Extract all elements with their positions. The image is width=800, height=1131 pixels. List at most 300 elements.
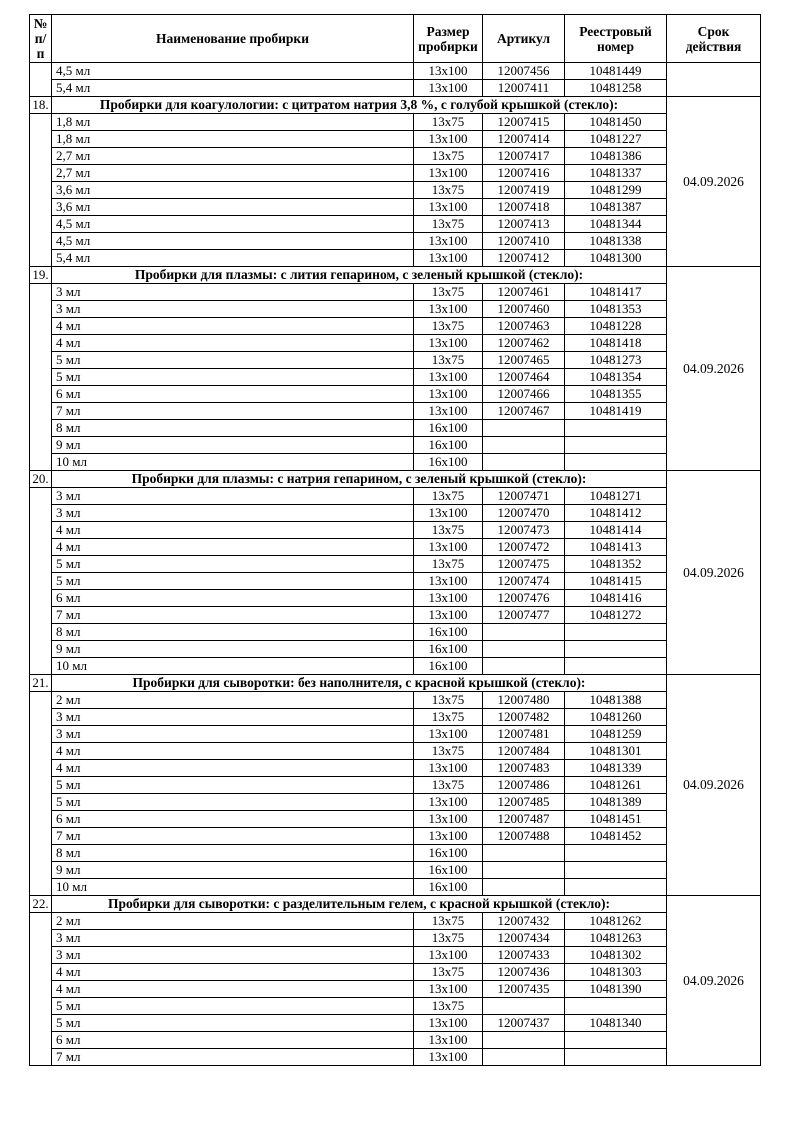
registry-number-cell — [565, 1032, 667, 1049]
table-row — [30, 216, 761, 233]
registry-number-cell — [565, 658, 667, 675]
registry-number-cell: 10481388 — [565, 692, 667, 709]
registry-number-cell: 10481227 — [565, 131, 667, 148]
article-cell: 12007436 — [483, 964, 565, 981]
registry-number-cell — [565, 862, 667, 879]
table-row — [30, 284, 761, 301]
table-row — [30, 590, 761, 607]
table-row — [30, 403, 761, 420]
table-row — [30, 726, 761, 743]
tube-size-cell: 13x100 — [414, 1015, 483, 1032]
table-row — [30, 913, 761, 930]
tube-size-cell: 13x75 — [414, 488, 483, 505]
tube-size-cell: 13x100 — [414, 794, 483, 811]
article-cell: 12007416 — [483, 165, 565, 182]
tube-size-cell: 16x100 — [414, 879, 483, 896]
tube-name-cell: 4 мл — [52, 760, 414, 777]
article-cell: 12007485 — [483, 794, 565, 811]
tube-registry-table — [29, 14, 761, 1066]
tube-name-cell: 3 мл — [52, 488, 414, 505]
tube-size-cell: 13x100 — [414, 828, 483, 845]
col-header-registry-number: Реестровый номер — [565, 15, 667, 63]
table-row — [30, 1015, 761, 1032]
tube-size-cell: 13x75 — [414, 148, 483, 165]
tube-size-cell: 13x75 — [414, 216, 483, 233]
registry-number-cell: 10481261 — [565, 777, 667, 794]
col-header-tube-name: Наименование пробирки — [52, 15, 414, 63]
registry-number-cell: 10481419 — [565, 403, 667, 420]
table-row — [30, 165, 761, 182]
tube-name-cell: 7 мл — [52, 607, 414, 624]
table-row — [30, 352, 761, 369]
article-cell — [483, 998, 565, 1015]
table-row — [30, 624, 761, 641]
tube-size-cell: 13x100 — [414, 250, 483, 267]
registry-number-cell: 10481338 — [565, 233, 667, 250]
article-cell: 12007482 — [483, 709, 565, 726]
registry-number-cell: 10481303 — [565, 964, 667, 981]
tube-name-cell: 7 мл — [52, 1049, 414, 1066]
article-cell: 12007481 — [483, 726, 565, 743]
article-cell: 12007475 — [483, 556, 565, 573]
section-title-cell: Пробирки для плазмы: с лития гепарином, с зеленый крышкой (стекло): — [52, 267, 667, 284]
table-row — [30, 743, 761, 760]
tube-name-cell: 6 мл — [52, 811, 414, 828]
tube-name-cell: 2,7 мл — [52, 165, 414, 182]
registry-number-cell: 10481450 — [565, 114, 667, 131]
expiry-cell — [667, 63, 761, 97]
registry-number-cell: 10481344 — [565, 216, 667, 233]
registry-number-cell: 10481413 — [565, 539, 667, 556]
tube-size-cell: 13x100 — [414, 1032, 483, 1049]
article-cell: 12007461 — [483, 284, 565, 301]
section-header-row — [30, 675, 761, 692]
registry-number-cell: 10481258 — [565, 80, 667, 97]
article-cell: 12007483 — [483, 760, 565, 777]
tube-size-cell: 13x100 — [414, 811, 483, 828]
article-cell: 12007419 — [483, 182, 565, 199]
table-row — [30, 488, 761, 505]
table-row — [30, 63, 761, 80]
article-cell: 12007484 — [483, 743, 565, 760]
section-title-cell: Пробирки для плазмы: с натрия гепарином, с зеленый крышкой (стекло): — [52, 471, 667, 488]
row-number-cell — [30, 114, 52, 267]
tube-size-cell: 13x100 — [414, 981, 483, 998]
tube-name-cell: 4 мл — [52, 743, 414, 760]
registry-number-cell: 10481355 — [565, 386, 667, 403]
registry-number-cell: 10481389 — [565, 794, 667, 811]
article-cell: 12007411 — [483, 80, 565, 97]
article-cell: 12007474 — [483, 573, 565, 590]
table-row — [30, 522, 761, 539]
tube-size-cell: 13x100 — [414, 165, 483, 182]
registry-number-cell — [565, 998, 667, 1015]
tube-size-cell: 13x100 — [414, 505, 483, 522]
table-row — [30, 199, 761, 216]
tube-name-cell: 5 мл — [52, 794, 414, 811]
article-cell: 12007418 — [483, 199, 565, 216]
registry-number-cell: 10481299 — [565, 182, 667, 199]
tube-size-cell: 13x75 — [414, 930, 483, 947]
table-row — [30, 182, 761, 199]
registry-number-cell: 10481387 — [565, 199, 667, 216]
article-cell — [483, 420, 565, 437]
tube-size-cell: 13x75 — [414, 913, 483, 930]
tube-name-cell: 5 мл — [52, 1015, 414, 1032]
tube-name-cell: 3 мл — [52, 284, 414, 301]
table-row — [30, 964, 761, 981]
table-row — [30, 301, 761, 318]
tube-size-cell: 13x100 — [414, 386, 483, 403]
tube-name-cell: 4 мл — [52, 335, 414, 352]
article-cell: 12007460 — [483, 301, 565, 318]
col-header-tube-size: Размер пробирки — [414, 15, 483, 63]
table-row — [30, 437, 761, 454]
tube-name-cell: 9 мл — [52, 437, 414, 454]
registry-number-cell: 10481272 — [565, 607, 667, 624]
table-row — [30, 828, 761, 845]
tube-size-cell: 13x100 — [414, 369, 483, 386]
tube-size-cell: 13x100 — [414, 301, 483, 318]
registry-number-cell: 10481262 — [565, 913, 667, 930]
tube-name-cell: 4 мл — [52, 539, 414, 556]
section-title-cell: Пробирки для сыворотки: без наполнителя, с красной крышкой (стекло): — [52, 675, 667, 692]
tube-size-cell: 13x100 — [414, 539, 483, 556]
tube-size-cell: 16x100 — [414, 624, 483, 641]
table-row — [30, 998, 761, 1015]
table-row — [30, 420, 761, 437]
tube-name-cell: 1,8 мл — [52, 131, 414, 148]
registry-number-cell: 10481416 — [565, 590, 667, 607]
tube-name-cell: 4,5 мл — [52, 216, 414, 233]
tube-size-cell: 13x75 — [414, 114, 483, 131]
tube-size-cell: 16x100 — [414, 454, 483, 471]
table-row — [30, 658, 761, 675]
section-header-row — [30, 471, 761, 488]
article-cell: 12007480 — [483, 692, 565, 709]
table-row — [30, 335, 761, 352]
tube-size-cell: 13x100 — [414, 335, 483, 352]
table-row — [30, 862, 761, 879]
table-row — [30, 794, 761, 811]
tube-size-cell: 16x100 — [414, 420, 483, 437]
article-cell — [483, 1049, 565, 1066]
table-header-row — [30, 15, 761, 63]
registry-number-cell: 10481300 — [565, 250, 667, 267]
tube-name-cell: 7 мл — [52, 403, 414, 420]
table-row — [30, 930, 761, 947]
tube-size-cell: 13x100 — [414, 573, 483, 590]
section-header-row — [30, 267, 761, 284]
tube-size-cell: 13x100 — [414, 63, 483, 80]
article-cell — [483, 862, 565, 879]
row-number-cell — [30, 913, 52, 1066]
article-cell: 12007473 — [483, 522, 565, 539]
registry-number-cell: 10481340 — [565, 1015, 667, 1032]
registry-number-cell: 10481352 — [565, 556, 667, 573]
tube-name-cell: 10 мл — [52, 879, 414, 896]
article-cell — [483, 845, 565, 862]
article-cell: 12007417 — [483, 148, 565, 165]
article-cell — [483, 624, 565, 641]
tube-name-cell: 2 мл — [52, 692, 414, 709]
article-cell: 12007487 — [483, 811, 565, 828]
expiry-cell: 04.09.2026 — [667, 675, 761, 896]
tube-name-cell: 5 мл — [52, 369, 414, 386]
table-row — [30, 692, 761, 709]
table-row — [30, 131, 761, 148]
article-cell: 12007472 — [483, 539, 565, 556]
registry-number-cell — [565, 641, 667, 658]
tube-size-cell: 13x75 — [414, 777, 483, 794]
section-number-cell: 19. — [30, 267, 52, 284]
table-row — [30, 556, 761, 573]
tube-size-cell: 16x100 — [414, 845, 483, 862]
row-number-cell — [30, 488, 52, 675]
article-cell: 12007464 — [483, 369, 565, 386]
registry-number-cell: 10481451 — [565, 811, 667, 828]
tube-name-cell: 8 мл — [52, 420, 414, 437]
registry-number-cell: 10481301 — [565, 743, 667, 760]
tube-name-cell: 5,4 мл — [52, 80, 414, 97]
tube-name-cell: 1,8 мл — [52, 114, 414, 131]
section-header-row — [30, 896, 761, 913]
tube-name-cell: 2 мл — [52, 913, 414, 930]
table-row — [30, 233, 761, 250]
tube-size-cell: 16x100 — [414, 641, 483, 658]
tube-name-cell: 4 мл — [52, 981, 414, 998]
tube-name-cell: 3 мл — [52, 947, 414, 964]
table-row — [30, 505, 761, 522]
article-cell: 12007467 — [483, 403, 565, 420]
row-number-cell — [30, 692, 52, 896]
table-row — [30, 386, 761, 403]
tube-name-cell: 5,4 мл — [52, 250, 414, 267]
article-cell: 12007466 — [483, 386, 565, 403]
registry-number-cell: 10481228 — [565, 318, 667, 335]
article-cell — [483, 454, 565, 471]
tube-name-cell: 3 мл — [52, 726, 414, 743]
section-number-cell: 20. — [30, 471, 52, 488]
tube-name-cell: 4 мл — [52, 522, 414, 539]
tube-size-cell: 16x100 — [414, 862, 483, 879]
tube-name-cell: 9 мл — [52, 641, 414, 658]
tube-name-cell: 6 мл — [52, 386, 414, 403]
article-cell: 12007437 — [483, 1015, 565, 1032]
table-row — [30, 709, 761, 726]
tube-name-cell: 3 мл — [52, 930, 414, 947]
article-cell: 12007414 — [483, 131, 565, 148]
registry-number-cell — [565, 845, 667, 862]
tube-size-cell: 13x75 — [414, 998, 483, 1015]
tube-size-cell: 13x100 — [414, 131, 483, 148]
table-row — [30, 947, 761, 964]
registry-number-cell: 10481412 — [565, 505, 667, 522]
article-cell: 12007486 — [483, 777, 565, 794]
article-cell: 12007435 — [483, 981, 565, 998]
registry-number-cell: 10481302 — [565, 947, 667, 964]
article-cell: 12007488 — [483, 828, 565, 845]
row-number-cell — [30, 63, 52, 97]
article-cell: 12007432 — [483, 913, 565, 930]
tube-name-cell: 5 мл — [52, 998, 414, 1015]
registry-number-cell: 10481259 — [565, 726, 667, 743]
table-row — [30, 114, 761, 131]
tube-name-cell: 4,5 мл — [52, 63, 414, 80]
tube-name-cell: 8 мл — [52, 624, 414, 641]
tube-name-cell: 5 мл — [52, 352, 414, 369]
table-row — [30, 573, 761, 590]
article-cell: 12007413 — [483, 216, 565, 233]
article-cell: 12007412 — [483, 250, 565, 267]
registry-number-cell — [565, 437, 667, 454]
registry-number-cell: 10481337 — [565, 165, 667, 182]
tube-name-cell: 5 мл — [52, 556, 414, 573]
tube-name-cell: 2,7 мл — [52, 148, 414, 165]
tube-name-cell: 6 мл — [52, 1032, 414, 1049]
section-number-cell: 18. — [30, 97, 52, 114]
registry-number-cell: 10481353 — [565, 301, 667, 318]
registry-number-cell: 10481415 — [565, 573, 667, 590]
table-row — [30, 369, 761, 386]
article-cell: 12007415 — [483, 114, 565, 131]
table-row — [30, 318, 761, 335]
registry-number-cell: 10481339 — [565, 760, 667, 777]
tube-size-cell: 13x75 — [414, 182, 483, 199]
article-cell: 12007476 — [483, 590, 565, 607]
table-row — [30, 760, 761, 777]
tube-size-cell: 13x75 — [414, 284, 483, 301]
table-row — [30, 80, 761, 97]
tube-name-cell: 4 мл — [52, 964, 414, 981]
expiry-cell: 04.09.2026 — [667, 896, 761, 1066]
article-cell: 12007410 — [483, 233, 565, 250]
article-cell: 12007465 — [483, 352, 565, 369]
registry-number-cell — [565, 420, 667, 437]
tube-name-cell: 9 мл — [52, 862, 414, 879]
tube-size-cell: 13x100 — [414, 80, 483, 97]
registry-number-cell: 10481452 — [565, 828, 667, 845]
tube-name-cell: 8 мл — [52, 845, 414, 862]
tube-name-cell: 3 мл — [52, 505, 414, 522]
expiry-cell: 04.09.2026 — [667, 471, 761, 675]
article-cell: 12007471 — [483, 488, 565, 505]
registry-number-cell: 10481418 — [565, 335, 667, 352]
tube-size-cell: 13x100 — [414, 607, 483, 624]
tube-size-cell: 13x100 — [414, 1049, 483, 1066]
article-cell — [483, 641, 565, 658]
tube-size-cell: 16x100 — [414, 658, 483, 675]
article-cell: 12007470 — [483, 505, 565, 522]
section-title-cell: Пробирки для коагулологии: с цитратом натрия 3,8 %, с голубой крышкой (стекло): — [52, 97, 667, 114]
table-row — [30, 845, 761, 862]
tube-size-cell: 13x100 — [414, 403, 483, 420]
table-row — [30, 454, 761, 471]
registry-number-cell: 10481271 — [565, 488, 667, 505]
tube-size-cell: 13x100 — [414, 760, 483, 777]
tube-size-cell: 13x100 — [414, 233, 483, 250]
section-title-cell: Пробирки для сыворотки: с разделительным гелем, с красной крышкой (стекло): — [52, 896, 667, 913]
tube-name-cell: 4,5 мл — [52, 233, 414, 250]
table-row — [30, 148, 761, 165]
tube-name-cell: 10 мл — [52, 454, 414, 471]
tube-size-cell: 13x75 — [414, 556, 483, 573]
article-cell — [483, 658, 565, 675]
registry-number-cell: 10481417 — [565, 284, 667, 301]
expiry-cell: 04.09.2026 — [667, 267, 761, 471]
table-body — [30, 63, 761, 1066]
registry-number-cell — [565, 1049, 667, 1066]
tube-size-cell: 13x100 — [414, 590, 483, 607]
registry-number-cell: 10481260 — [565, 709, 667, 726]
tube-size-cell: 16x100 — [414, 437, 483, 454]
registry-number-cell: 10481273 — [565, 352, 667, 369]
article-cell: 12007463 — [483, 318, 565, 335]
section-header-row — [30, 97, 761, 114]
table-header — [30, 15, 761, 63]
table-row — [30, 1049, 761, 1066]
tube-name-cell: 4 мл — [52, 318, 414, 335]
article-cell: 12007433 — [483, 947, 565, 964]
col-header-row-number: № п/п — [30, 15, 52, 63]
registry-number-cell: 10481414 — [565, 522, 667, 539]
table-row — [30, 981, 761, 998]
tube-name-cell: 3,6 мл — [52, 199, 414, 216]
registry-number-cell: 10481354 — [565, 369, 667, 386]
registry-number-cell: 10481386 — [565, 148, 667, 165]
tube-size-cell: 13x75 — [414, 352, 483, 369]
table-row — [30, 641, 761, 658]
article-cell — [483, 879, 565, 896]
tube-size-cell: 13x75 — [414, 709, 483, 726]
expiry-cell: 04.09.2026 — [667, 97, 761, 267]
registry-number-cell: 10481449 — [565, 63, 667, 80]
table-row — [30, 250, 761, 267]
section-number-cell: 21. — [30, 675, 52, 692]
tube-name-cell: 5 мл — [52, 777, 414, 794]
tube-size-cell: 13x100 — [414, 726, 483, 743]
table-row — [30, 777, 761, 794]
tube-name-cell: 10 мл — [52, 658, 414, 675]
table-row — [30, 607, 761, 624]
row-number-cell — [30, 284, 52, 471]
article-cell — [483, 437, 565, 454]
tube-name-cell: 3 мл — [52, 709, 414, 726]
registry-number-cell — [565, 454, 667, 471]
table-row — [30, 539, 761, 556]
tube-name-cell: 3,6 мл — [52, 182, 414, 199]
col-header-article: Артикул — [483, 15, 565, 63]
article-cell: 12007456 — [483, 63, 565, 80]
col-header-expiry: Срок действия — [667, 15, 761, 63]
tube-size-cell: 13x75 — [414, 318, 483, 335]
tube-size-cell: 13x75 — [414, 522, 483, 539]
table-row — [30, 1032, 761, 1049]
registry-number-cell: 10481263 — [565, 930, 667, 947]
tube-name-cell: 6 мл — [52, 590, 414, 607]
registry-number-cell — [565, 624, 667, 641]
article-cell: 12007462 — [483, 335, 565, 352]
section-number-cell: 22. — [30, 896, 52, 913]
tube-name-cell: 3 мл — [52, 301, 414, 318]
tube-size-cell: 13x75 — [414, 743, 483, 760]
article-cell — [483, 1032, 565, 1049]
registry-number-cell — [565, 879, 667, 896]
tube-size-cell: 13x75 — [414, 964, 483, 981]
table-row — [30, 879, 761, 896]
article-cell: 12007434 — [483, 930, 565, 947]
registry-number-cell: 10481390 — [565, 981, 667, 998]
